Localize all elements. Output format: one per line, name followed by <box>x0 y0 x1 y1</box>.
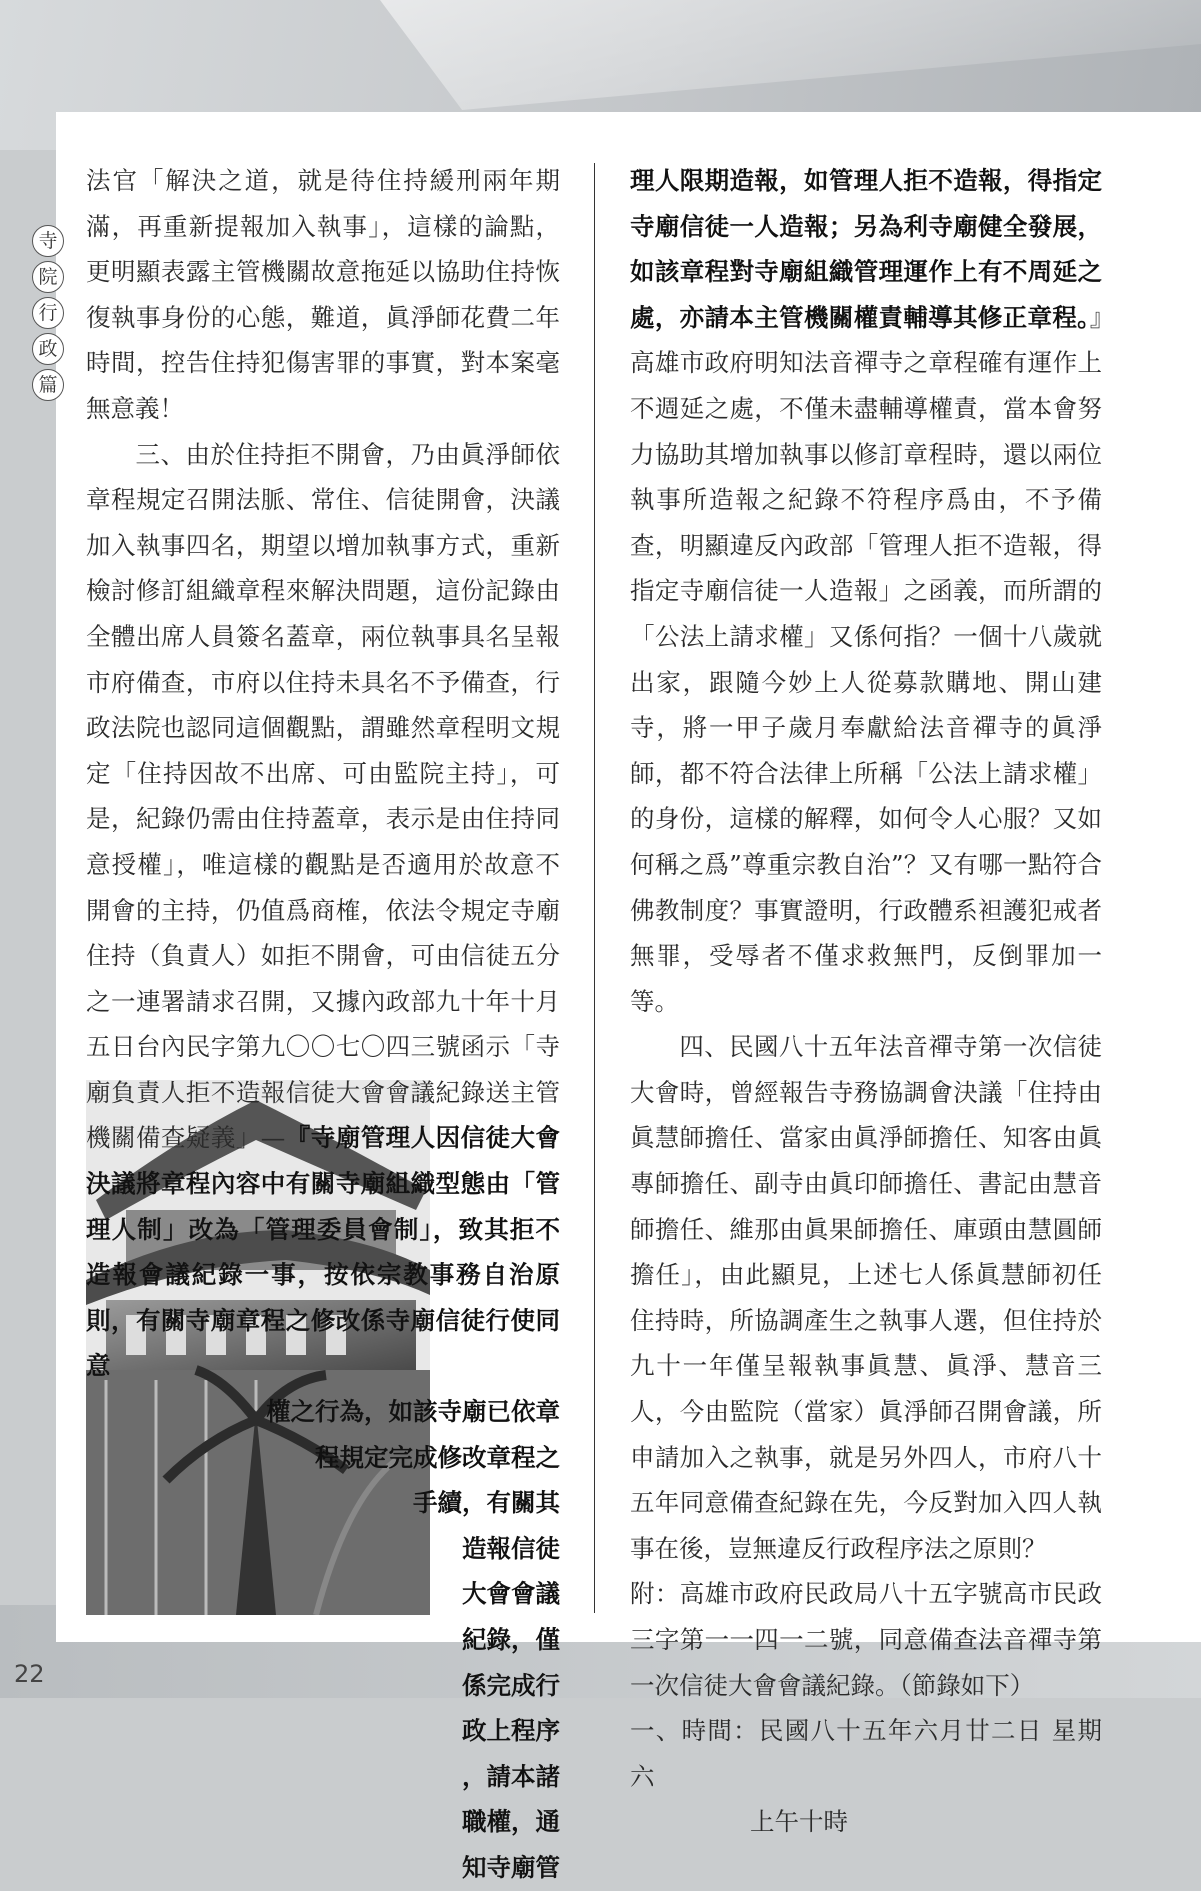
meeting-time-line2: 上午十時 <box>750 1807 848 1837</box>
quoted-directive-line: 權之行為，如該寺廟已依章 <box>266 1397 560 1427</box>
section-tab <box>28 225 68 405</box>
paragraph <box>86 432 560 1389</box>
paragraph-text: 四、民國八十五年法音禪寺第一次信徒大會時，曾經報告寺務協調會決議「住持由眞慧師擔任、當家由眞淨師擔任、知客由眞專師擔任、副寺由眞印師擔任、書記由慧音師擔任、維那由眞果師擔任、庫頭由慧圓師擔任」，由此顯見，上述七人係眞慧師初任住持時，所協調產生之執事人選，但住持於九十一年僅呈報執事眞慧、眞淨、慧音三人，今由監院（當家）眞淨師召開會議，所申請加入之執事，就是另外四人，市府八十五年同意備查紀錄在先，今反對加入四人執事在後，豈無違反行政程序法之原則？ <box>630 1032 1102 1563</box>
column-divider <box>594 163 595 1613</box>
section-tab-char: 政 <box>32 333 64 365</box>
quoted-directive-line: 係完成行 <box>462 1670 560 1700</box>
quoted-directive-line: 程規定完成修改章程之 <box>315 1442 560 1472</box>
quoted-directive: 『寺廟管理人因信徒大會決議將章程內容中有關寺廟組織型態由「管理人制」改為「管理委員會制」，致其拒不造報會議紀錄一事，按依宗教事務自治原則，有關寺廟章程之修改係寺廟信徒行使同意 <box>86 1123 561 1381</box>
paragraph <box>630 158 1102 1024</box>
paragraph-text: 三、由於住持拒不開會，乃由眞淨師依章程規定召開法脈、常住、信徒開會，決議加入執事四名，期望以增加執事方式，重新檢討修訂組織章程來解決問題，這份記錄由全體出席人員簽名蓋章，兩位執事具名呈報市府備查，市府以住持未具名不予備查，行政法院也認同這個觀點，謂雖然章程明文規定「住持因故不出席、可由監院主持」，可是，紀錄仍需由住持蓋章，表示是由住持同意授權」，唯這樣的觀點是否適用於故意不開會的主持，仍值爲商榷，依法令規定寺廟住持（負責人）如拒不開會，可由信徒五分之一連署請求召開，又據內政部九十年十月五日台內民字第九〇〇七〇四三號函示「寺廟負責人拒不造報信徒大會會議紀錄送主管機關備查疑義」— <box>86 439 560 1153</box>
section-tab-char: 篇 <box>32 369 64 401</box>
quoted-directive-line: ，請本諸 <box>462 1761 560 1791</box>
quoted-directive-line: 造報信徒 <box>462 1533 560 1563</box>
section-tab-char: 院 <box>32 261 64 293</box>
quoted-directive-line: 大會會議 <box>462 1579 560 1609</box>
paragraph: 法官「解決之道，就是待住持緩刑兩年期滿，再重新提報加入執事」，這樣的論點，更明顯表露主管機關故意拖延以協助住持恢復執事身份的心態，難道，眞淨師花費二年時間，控告住持犯傷害罪的事實，對本案毫無意義！ <box>86 166 560 423</box>
section-tab-char: 行 <box>32 297 64 329</box>
left-column <box>86 158 560 1891</box>
quoted-directive-line: 紀錄，僅 <box>462 1625 560 1654</box>
quoted-directive-line: 手續，有關其 <box>413 1488 560 1518</box>
quoted-directive-line: 知寺廟管 <box>462 1852 560 1882</box>
paragraph-text: 』高雄市政府明知法音禪寺之章程確有運作上不週延之處，不僅未盡輔導權責，當本會努力協助其增加執事以修訂章程時，還以兩位執事所造報之紀錄不符程序爲由，不予備查，明顯違反內政部「管理人拒不造報，得指定寺廟信徒一人造報」之函義，而所謂的「公法上請求權」又係何指？一個十八歲就出家，跟隨今妙上人從募款購地、開山建寺，將一甲子歲月奉獻給法音禪寺的眞淨師，都不符合法律上所稱「公法上請求權」的身份，這樣的解釋，如何令人心服？又如何稱之爲”尊重宗教自治”？又有哪一點符合佛教制度？事實證明，行政體系袒護犯戒者無罪，受辱者不僅求救無門，反倒罪加一等。 <box>630 302 1102 1016</box>
right-column <box>630 158 1102 1845</box>
quoted-directive-line: 職權，通 <box>462 1807 560 1837</box>
attachment-note: 附：高雄市政府民政局八十五字號高市民政三字第一一四一二號，同意備查法音禪寺第一次信徒大會會議紀錄。（節錄如下） <box>630 1579 1102 1700</box>
section-tab-char: 寺 <box>32 225 64 257</box>
paragraph <box>630 1024 1102 1571</box>
meeting-time: 一、時間：民國八十五年六月廿二日 星期六 <box>630 1716 1102 1791</box>
quoted-directive-line: 政上程序 <box>462 1716 560 1746</box>
page-number: 22 <box>14 1660 45 1688</box>
quoted-directive-continued: 理人限期造報，如管理人拒不造報，得指定寺廟信徒一人造報；另為利寺廟健全發展，如該章程對寺廟組織管理運作上有不周延之處，亦請本主管機關權責輔導其修正章程。 <box>630 166 1102 332</box>
